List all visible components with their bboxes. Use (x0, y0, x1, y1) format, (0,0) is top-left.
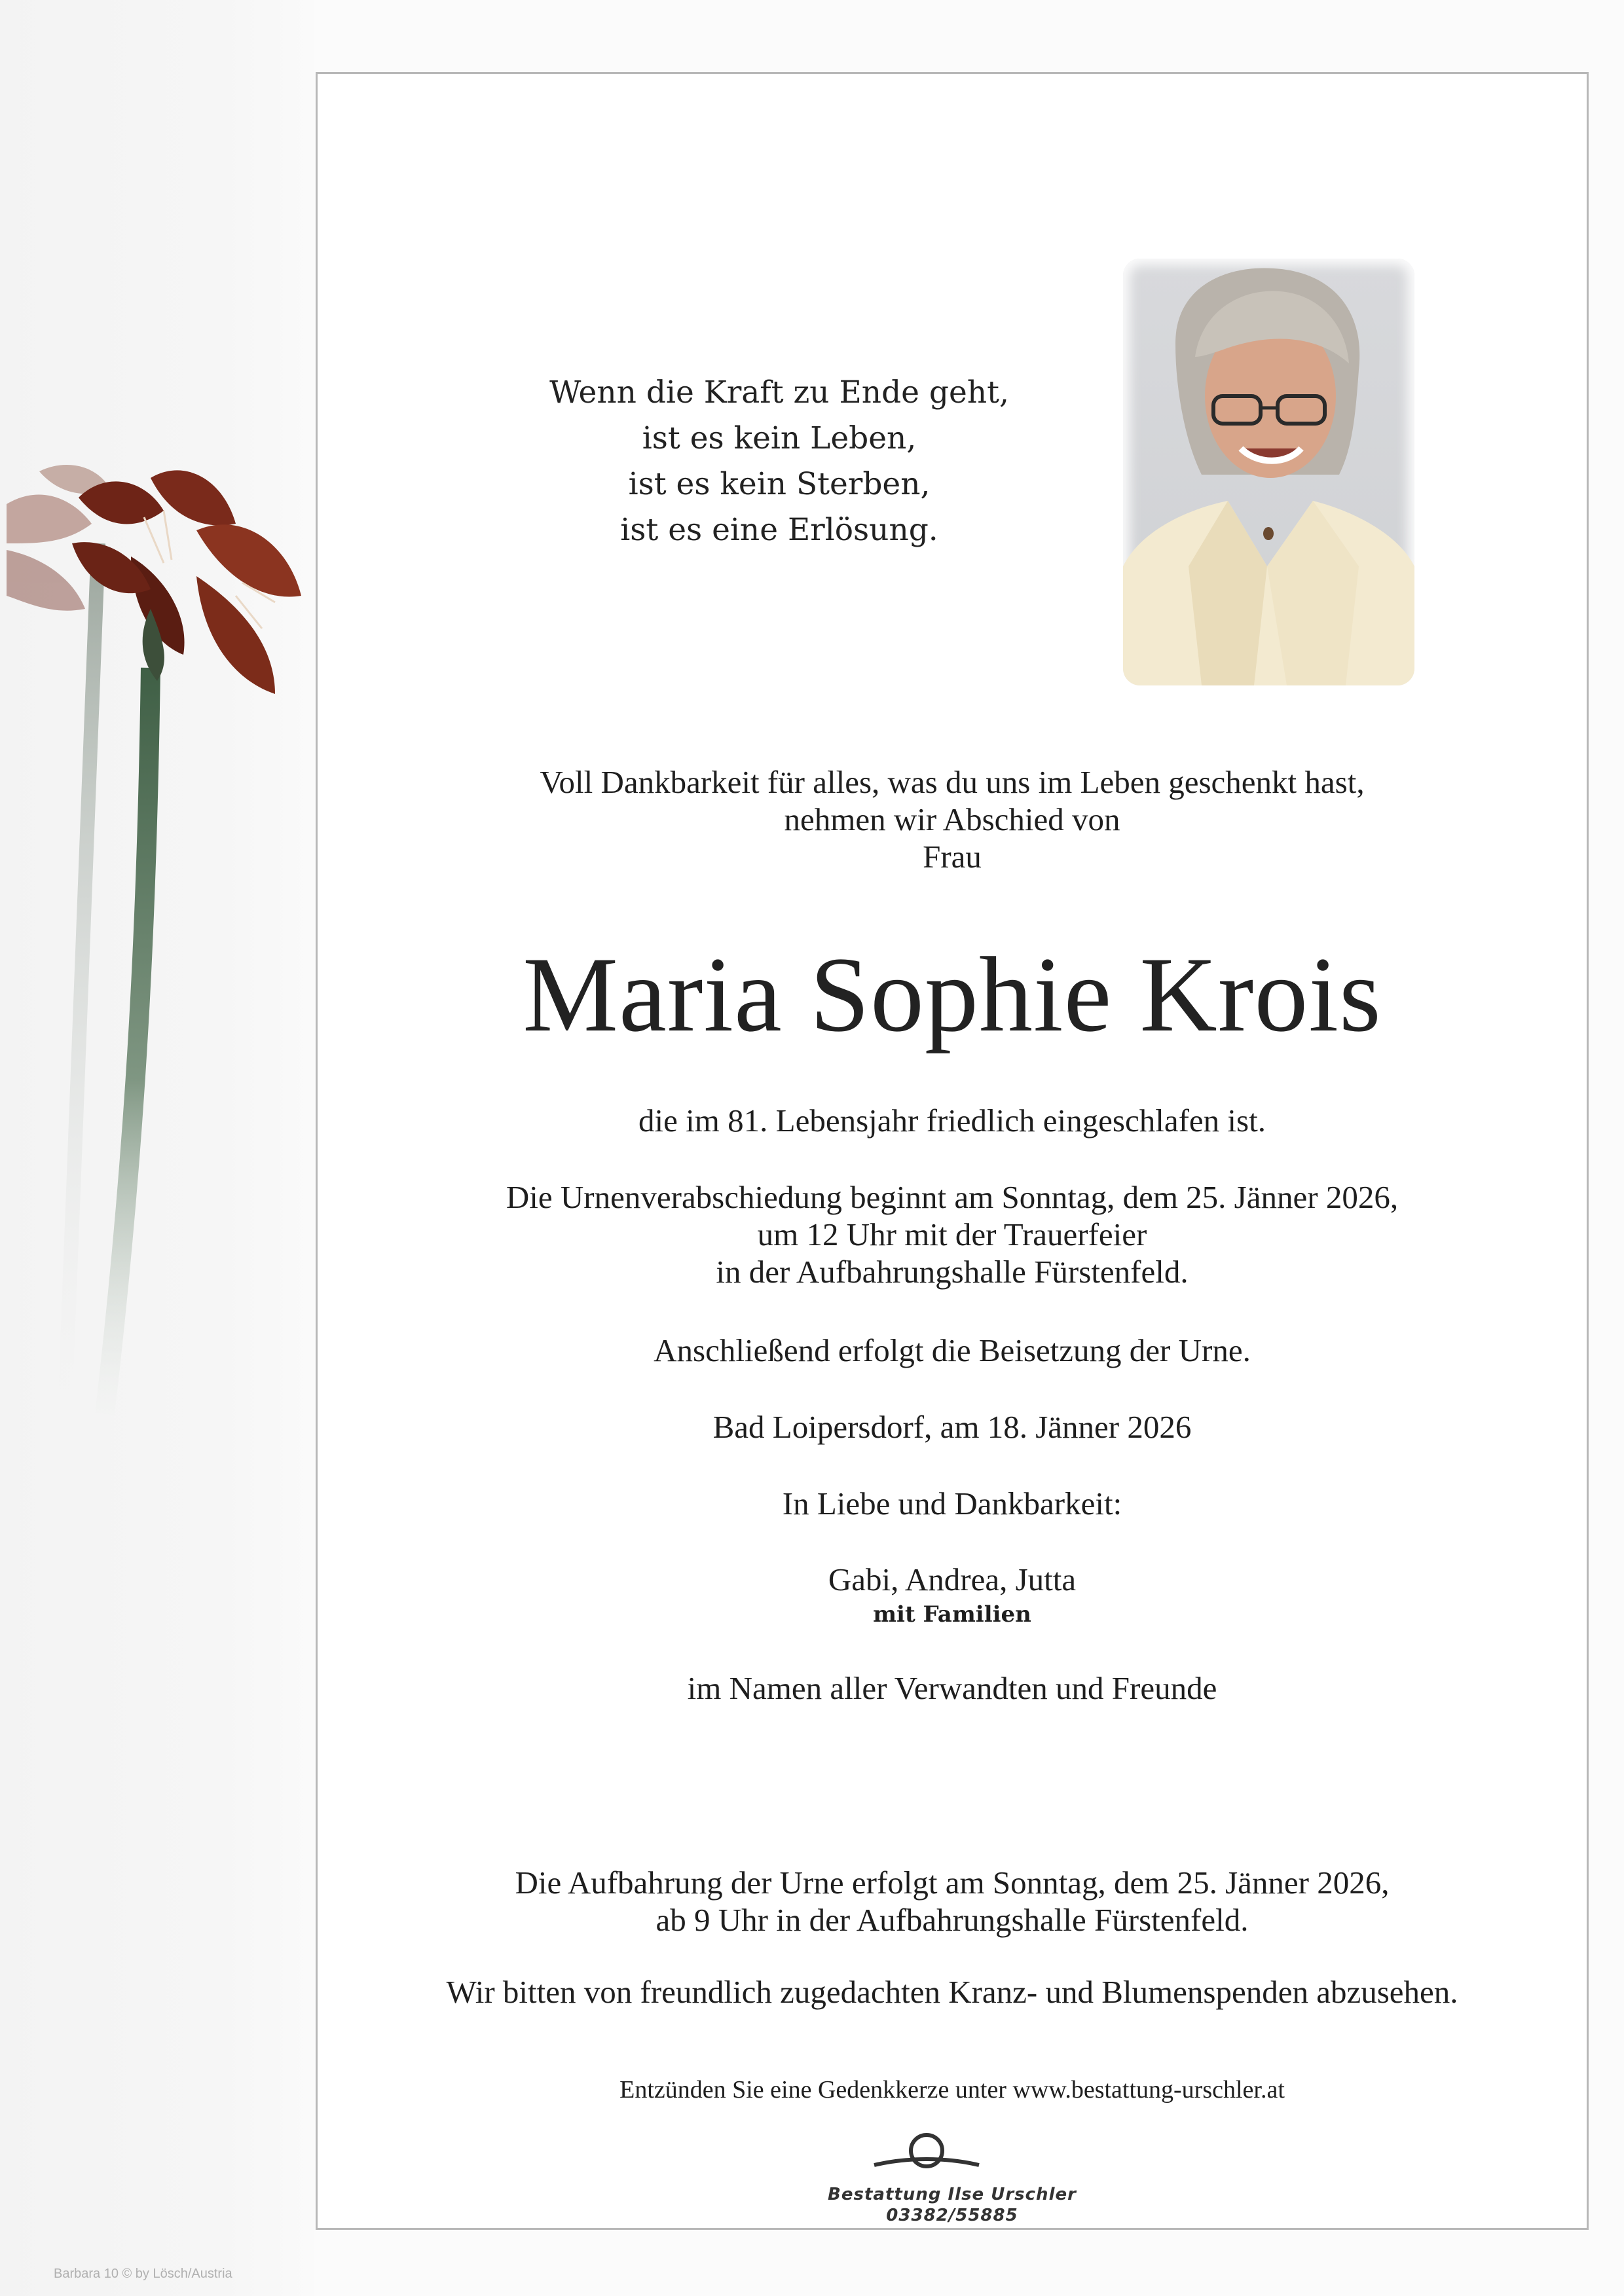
ceremony-line-1: Die Urnenverabschiedung beginnt am Sonntag, dem 25. Jänner 2026, (506, 1179, 1399, 1215)
poem-line: ist es kein Leben, (642, 420, 917, 456)
poem-line: ist es kein Sterben, (628, 466, 931, 502)
funeral-home-phone: 03382/55885 (886, 2206, 1018, 2225)
intro-line-1: Voll Dankbarkeit für alles, was du uns im Leben geschenkt hast, (540, 764, 1365, 800)
intro-line-3: Frau (923, 839, 982, 875)
portrait-photo (1123, 259, 1414, 685)
ceremony-line-3: in der Aufbahrungshalle Fürstenfeld. (716, 1254, 1189, 1290)
relatives-line: im Namen aller Verwandten und Freunde (687, 1670, 1217, 1706)
funeral-home-name: Bestattung Ilse Urschler (828, 2185, 1077, 2204)
card-credit: Barbara 10 © by Lösch/Austria (54, 2267, 232, 2281)
ceremony-line-2: um 12 Uhr mit der Trauerfeier (757, 1216, 1147, 1252)
viewing-block (316, 1864, 1589, 1939)
intro-line-2: nehmen wir Abschied von (784, 801, 1120, 837)
place-date: Bad Loipersdorf, am 18. Jänner 2026 (712, 1409, 1192, 1445)
age-line: die im 81. Lebensjahr friedlich eingeschlafen ist. (638, 1102, 1266, 1139)
poem-line: Wenn die Kraft zu Ende geht, (549, 374, 1009, 410)
funeral-home-info (316, 2184, 1589, 2226)
candle-link-text: Entzünden Sie eine Gedenkkerze unter www.bestattung-urschler.at (619, 2076, 1285, 2104)
portrait-image (1123, 259, 1414, 685)
mourner-names: Gabi, Andrea, Jutta (828, 1561, 1077, 1597)
mourner-families: mit Familien (873, 1601, 1031, 1628)
intro-block (316, 763, 1589, 875)
viewing-line-2: ab 9 Uhr in der Aufbahrungshalle Fürstenfeld. (655, 1902, 1249, 1938)
ceremony-block (316, 1178, 1589, 1290)
amaryllis-flower-illustration (0, 445, 367, 1467)
greeting: In Liebe und Dankbarkeit: (782, 1485, 1122, 1522)
poem-line: ist es eine Erlösung. (620, 512, 938, 548)
deceased-name: Maria Sophie Krois (523, 936, 1382, 1054)
viewing-line-1: Die Aufbahrung der Urne erfolgt am Sonntag, dem 25. Jänner 2026, (515, 1865, 1390, 1901)
burial-line: Anschließend erfolgt die Beisetzung der Urne. (654, 1332, 1251, 1368)
flower-request: Wir bitten von freundlich zugedachten Kranz- und Blumenspenden abzusehen. (446, 1974, 1458, 2010)
funeral-home-logo-icon (868, 2131, 986, 2183)
memorial-poem (498, 370, 1061, 553)
